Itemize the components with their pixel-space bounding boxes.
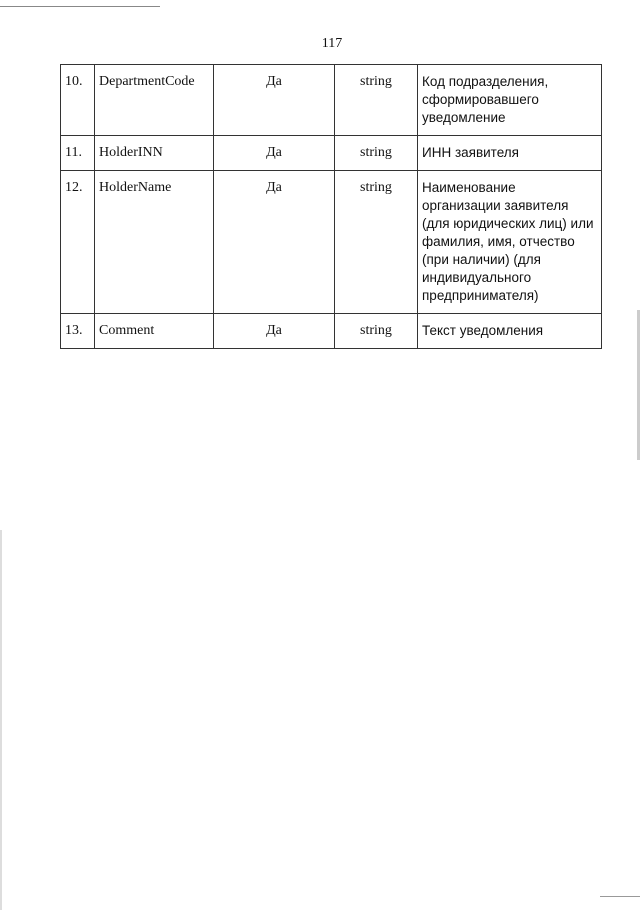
- field-name: DepartmentCode: [95, 65, 214, 136]
- page-number: 117: [321, 36, 343, 51]
- field-description: Код подразделения, сформировавшего уведомление: [418, 65, 602, 136]
- required-flag: Да: [214, 314, 335, 349]
- field-name: HolderINN: [95, 136, 214, 171]
- table-row: [61, 136, 602, 171]
- scan-artifact-left-edge: [0, 530, 2, 910]
- table-row: [61, 65, 602, 136]
- table-row: [61, 314, 602, 349]
- required-flag: Да: [214, 65, 335, 136]
- scan-artifact-top: [0, 6, 160, 7]
- required-flag: Да: [214, 171, 335, 314]
- data-type: string: [335, 314, 418, 349]
- fields-table: [60, 64, 602, 349]
- row-number: 13.: [61, 314, 95, 349]
- field-description: Наименование организации заявителя (для юридических лиц) или фамилия, имя, отчество (при наличии) (для индивидуального предпринимателя): [418, 171, 602, 314]
- data-type: string: [335, 136, 418, 171]
- row-number: 10.: [61, 65, 95, 136]
- row-number: 11.: [61, 136, 95, 171]
- required-flag: Да: [214, 136, 335, 171]
- field-description: ИНН заявителя: [418, 136, 602, 171]
- data-type: string: [335, 171, 418, 314]
- data-type: string: [335, 65, 418, 136]
- field-name: Comment: [95, 314, 214, 349]
- table-row: [61, 171, 602, 314]
- scan-artifact-bottom: [600, 896, 640, 897]
- field-description: Текст уведомления: [418, 314, 602, 349]
- field-name: HolderName: [95, 171, 214, 314]
- row-number: 12.: [61, 171, 95, 314]
